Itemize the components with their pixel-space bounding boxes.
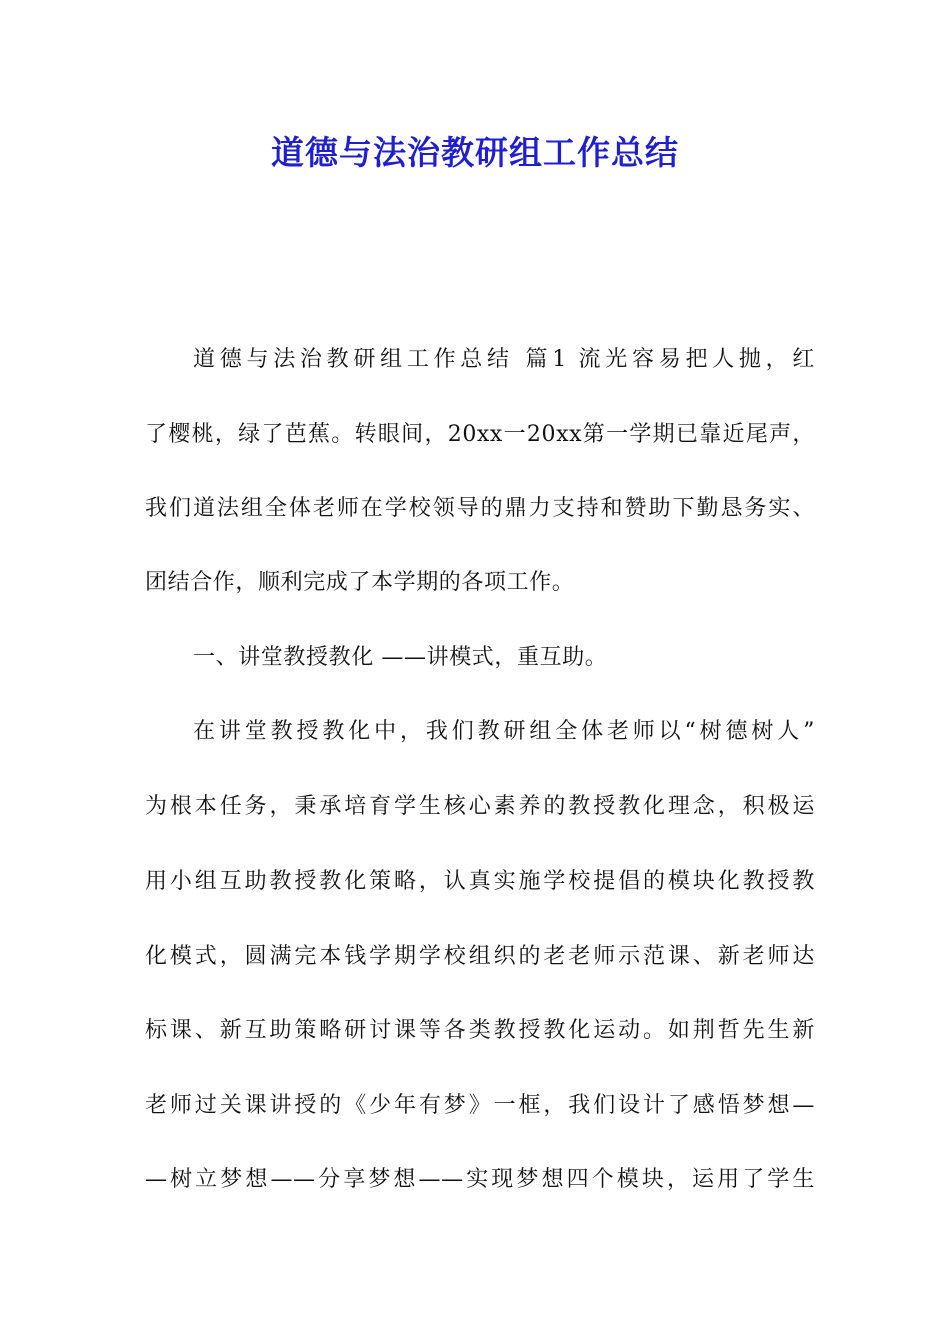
paragraph-line: 团结合作，顺利完成了本学期的各项工作。 <box>145 570 575 595</box>
paragraph-line: 老师过关课讲授的《少年有梦》一框，我们设计了感悟梦想— <box>145 1093 815 1118</box>
paragraph-line: 我们道法组全体老师在学校领导的鼎力支持和赞助下勤恳务实、 <box>145 496 815 521</box>
document-title: 道德与法治教研组工作总结 <box>271 133 679 172</box>
paragraph-line: —树立梦想——分享梦想——实现梦想四个模块，运用了学生 <box>145 1167 815 1192</box>
paragraph-line: 为根本任务，秉承培育学生核心素养的教授教化理念，积极运 <box>145 794 815 819</box>
paragraph-line: 了樱桃，绿了芭蕉。转眼间，20xx一20xx第一学期已靠近尾声， <box>145 422 815 447</box>
paragraph-line: 用小组互助教授教化策略，认真实施学校提倡的模块化教授教 <box>145 869 815 894</box>
paragraph-line: 标课、新互助策略研讨课等各类教授教化运动。如荆哲先生新 <box>145 1018 815 1043</box>
paragraph-line: 在讲堂教授教化中，我们教研组全体老师以“树德树人” <box>193 719 815 744</box>
paragraph-line: 道德与法治教研组工作总结 篇1 流光容易把人抛，红 <box>193 347 815 372</box>
paragraph-line: 化模式，圆满完本钱学期学校组织的老老师示范课、新老师达 <box>145 944 815 969</box>
section-heading: 一、讲堂教授教化 ——讲模式，重互助。 <box>193 645 608 670</box>
